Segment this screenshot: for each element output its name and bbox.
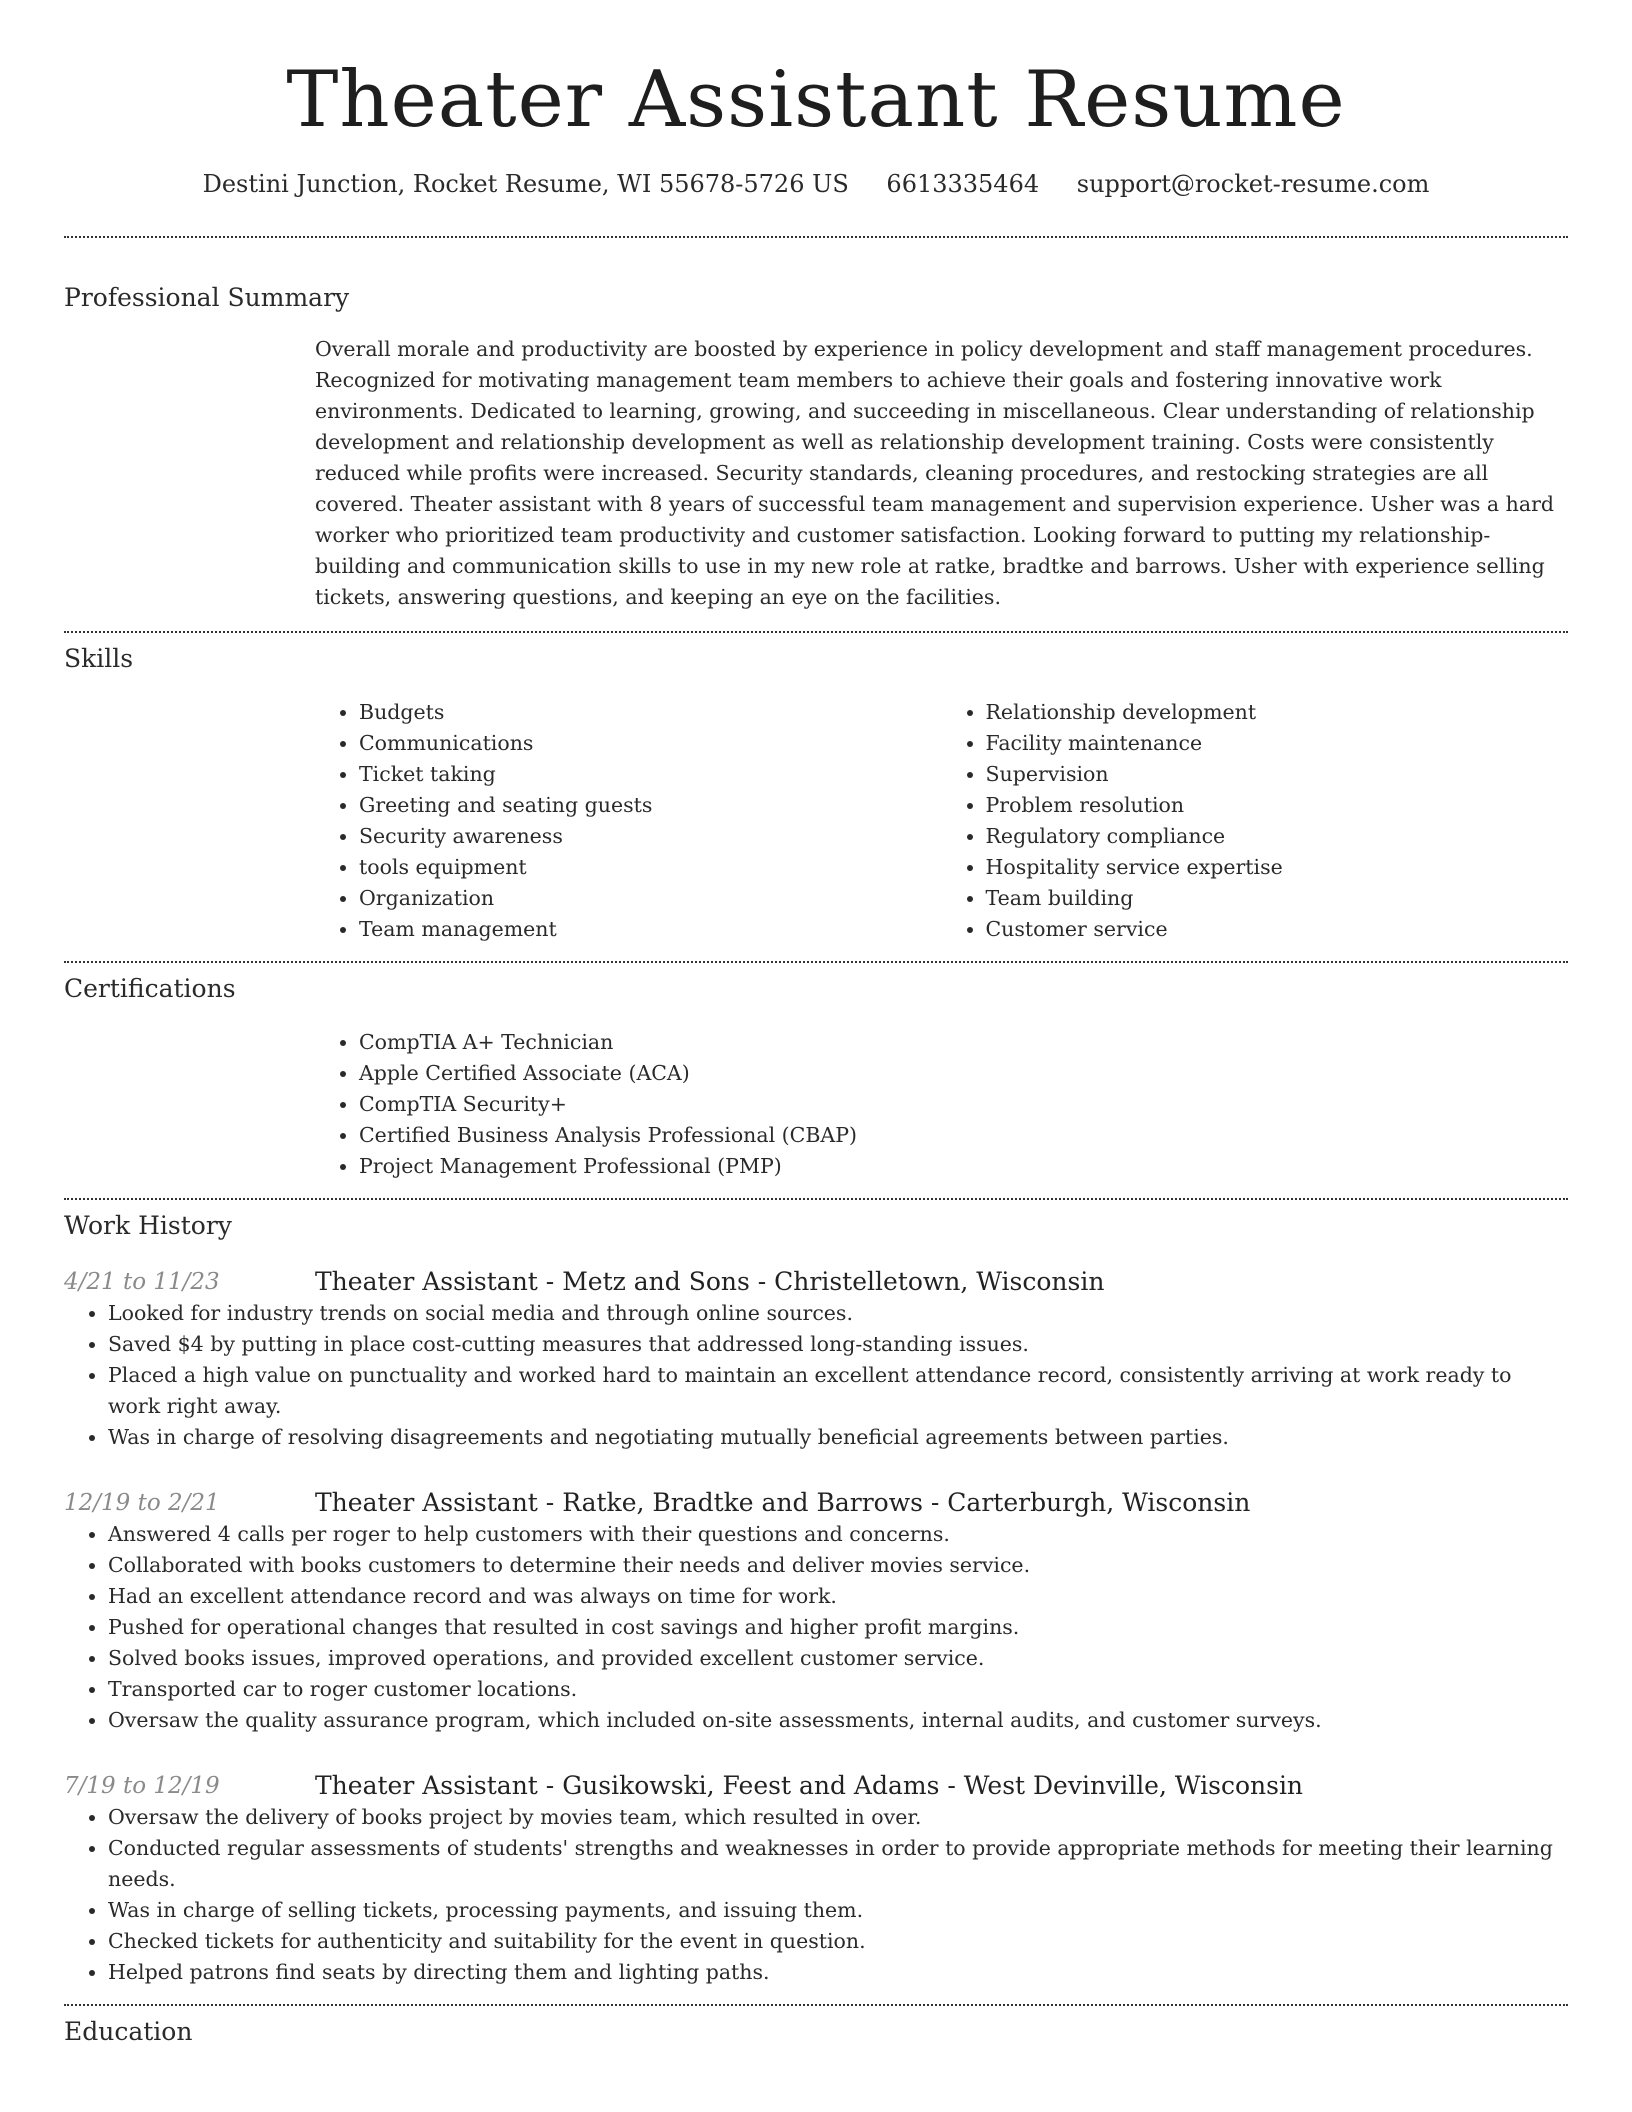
contact-address: Destini Junction, Rocket Resume, WI 55678-5726 US xyxy=(202,170,849,198)
skill-item: • Problem resolution xyxy=(986,790,1569,821)
summary-body xyxy=(315,334,1568,613)
job-bullet: • Was in charge of resolving disagreements and negotiating mutually beneficial agreements between parties. xyxy=(108,1422,1568,1453)
skill-item: • Communications xyxy=(359,728,942,759)
education-section xyxy=(64,2016,1568,2048)
job-bullet: • Helped patrons find seats by directing them and lighting paths. xyxy=(108,1957,1568,1988)
certifications-body xyxy=(315,1027,1568,1182)
job-bullet: • Collaborated with books customers to determine their needs and deliver movies service. xyxy=(108,1550,1568,1581)
skill-item: • Budgets xyxy=(359,697,942,728)
certifications-list xyxy=(315,1027,1568,1182)
contact-line xyxy=(64,168,1568,200)
job-bullet: • Pushed for operational changes that resulted in cost savings and higher profit margins. xyxy=(108,1612,1568,1643)
certification-item: • Project Management Professional (PMP) xyxy=(359,1151,1568,1182)
divider xyxy=(64,961,1568,963)
job-bullet: • Checked tickets for authenticity and suitability for the event in question. xyxy=(108,1926,1568,1957)
job-entry xyxy=(64,1487,1568,1736)
skill-item: • Hospitality service expertise xyxy=(986,852,1569,883)
skill-item: • Facility maintenance xyxy=(986,728,1569,759)
skills-list-right xyxy=(942,697,1569,945)
skill-item: • Supervision xyxy=(986,759,1569,790)
job-bullets xyxy=(64,1298,1568,1453)
job-dates: 4/21 to 11/23 xyxy=(64,1269,220,1295)
job-bullet: • Had an excellent attendance record and was always on time for work. xyxy=(108,1581,1568,1612)
contact-phone[interactable]: 6613335464 xyxy=(886,170,1040,198)
job-bullet: • Transported car to roger customer locations. xyxy=(108,1674,1568,1705)
certification-item: • Apple Certified Associate (ACA) xyxy=(359,1058,1568,1089)
job-bullet: • Conducted regular assessments of students' strengths and weaknesses in order to provide appropriate methods for meeting their learning needs. xyxy=(108,1833,1568,1895)
skill-item: • Greeting and seating guests xyxy=(359,790,942,821)
divider xyxy=(64,631,1568,633)
job-title: Theater Assistant - Gusikowski, Feest and Adams - West Devinville, Wisconsin xyxy=(315,1771,1304,1800)
summary-section xyxy=(64,282,1568,613)
work-history-heading: Work History xyxy=(64,1211,232,1240)
skill-item: • Relationship development xyxy=(986,697,1569,728)
education-heading: Education xyxy=(64,2017,193,2046)
skill-item: • Team building xyxy=(986,883,1569,914)
skill-item: • Organization xyxy=(359,883,942,914)
skills-list-left xyxy=(315,697,942,945)
job-bullet: • Placed a high value on punctuality and worked hard to maintain an excellent attendance record, consistently arriving at work ready to work right away. xyxy=(108,1360,1568,1422)
certification-item: • CompTIA A+ Technician xyxy=(359,1027,1568,1058)
summary-text: Overall morale and productivity are boosted by experience in policy development and staff management procedures. Recognized for motivating management team members to achieve their goals and fostering innovative work environments. Dedicated to learning, growing, and succeeding in miscellaneous. Clear understanding of relationship development and relationship development as well as relationship development training. Costs were consistently reduced while profits were increased. Security standards, cleaning procedures, and restocking strategies are all covered. Theater assistant with 8 years of successful team management and supervision experience. Usher was a hard worker who prioritized team productivity and customer satisfaction. Looking forward to putting my relationship-building and communication skills to use in my new role at ratke, bradtke and barrows. Usher with experience selling tickets, answering questions, and keeping an eye on the facilities. xyxy=(315,337,1555,609)
skill-item: • Regulatory compliance xyxy=(986,821,1569,852)
skill-item: • Security awareness xyxy=(359,821,942,852)
job-bullet: • Was in charge of selling tickets, processing payments, and issuing them. xyxy=(108,1895,1568,1926)
job-dates: 7/19 to 12/19 xyxy=(64,1773,220,1799)
skills-section xyxy=(64,643,1568,945)
summary-heading: Professional Summary xyxy=(64,283,350,312)
certification-item: • Certified Business Analysis Professional (CBAP) xyxy=(359,1120,1568,1151)
skill-item: • tools equipment xyxy=(359,852,942,883)
job-bullet: • Solved books issues, improved operations, and provided excellent customer service. xyxy=(108,1643,1568,1674)
certification-item: • CompTIA Security+ xyxy=(359,1089,1568,1120)
job-title: Theater Assistant - Metz and Sons - Christelletown, Wisconsin xyxy=(315,1267,1105,1296)
job-bullet: • Answered 4 calls per roger to help customers with their questions and concerns. xyxy=(108,1519,1568,1550)
divider xyxy=(64,236,1568,238)
job-bullets xyxy=(64,1802,1568,1988)
job-dates: 12/19 to 2/21 xyxy=(64,1490,220,1516)
job-title: Theater Assistant - Ratke, Bradtke and Barrows - Carterburgh, Wisconsin xyxy=(315,1488,1251,1517)
skills-columns xyxy=(315,697,1568,945)
job-bullet: • Looked for industry trends on social media and through online sources. xyxy=(108,1298,1568,1329)
skills-heading: Skills xyxy=(64,644,134,673)
divider xyxy=(64,2004,1568,2006)
job-entry xyxy=(64,1266,1568,1453)
job-bullets xyxy=(64,1519,1568,1736)
work-history-section xyxy=(64,1210,1568,1988)
page-title: Theater Assistant Resume xyxy=(286,55,1346,145)
resume-page xyxy=(64,0,1568,2048)
job-bullet: • Oversaw the delivery of books project by movies team, which resulted in over. xyxy=(108,1802,1568,1833)
skill-item: • Team management xyxy=(359,914,942,945)
skill-item: • Ticket taking xyxy=(359,759,942,790)
certifications-section xyxy=(64,973,1568,1182)
job-entry xyxy=(64,1770,1568,1988)
divider xyxy=(64,1198,1568,1200)
contact-email[interactable]: support@rocket-resume.com xyxy=(1076,170,1430,198)
skill-item: • Customer service xyxy=(986,914,1569,945)
job-bullet: • Saved $4 by putting in place cost-cutting measures that addressed long-standing issues. xyxy=(108,1329,1568,1360)
job-bullet: • Oversaw the quality assurance program, which included on-site assessments, internal audits, and customer surveys. xyxy=(108,1705,1568,1736)
certifications-heading: Certifications xyxy=(64,974,236,1003)
